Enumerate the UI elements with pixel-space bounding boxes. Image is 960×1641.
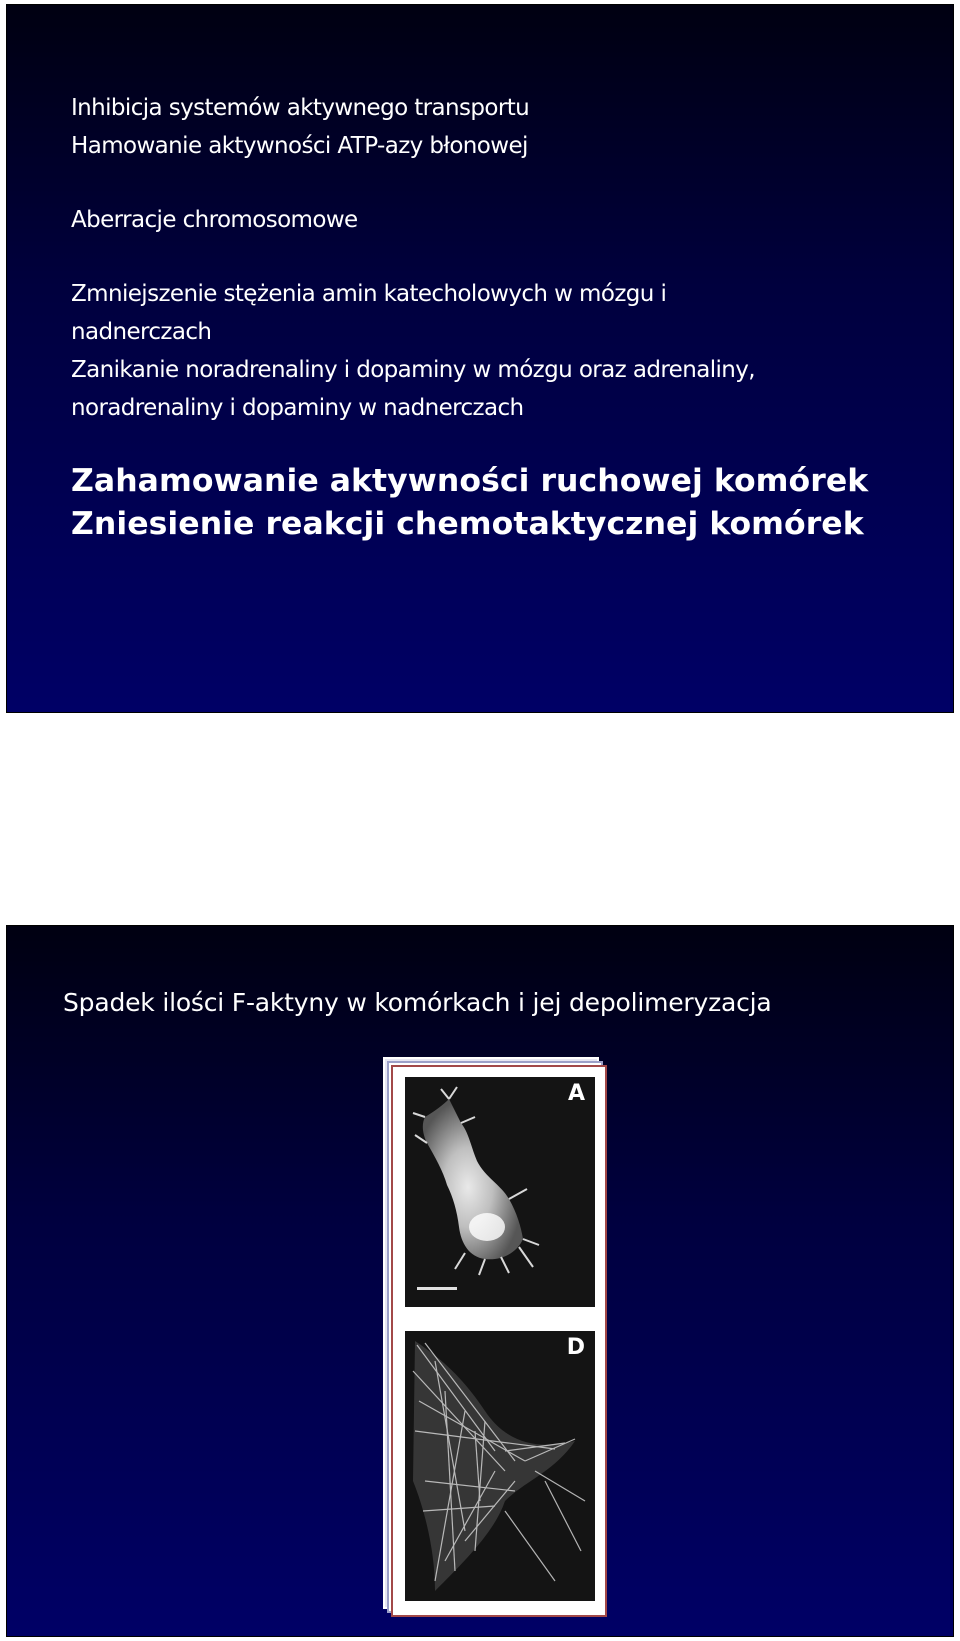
text-line: Inhibicja systemów aktywnego transportu: [71, 95, 530, 121]
cell-image-d: [405, 1331, 595, 1601]
micrograph-panel-a: [405, 1077, 595, 1307]
micrograph-panel-d: [405, 1331, 595, 1601]
text-line: Aberracje chromosomowe: [71, 207, 358, 233]
micrograph-figure: [383, 1057, 613, 1623]
panel-label-d: D: [566, 1335, 585, 1360]
text-line: Hamowanie aktywności ATP-azy błonowej: [71, 133, 528, 159]
text-line: noradrenaliny i dopaminy w nadnerczach: [71, 395, 524, 421]
text-group-transport: [71, 89, 529, 165]
text-group-catecholamines: [71, 275, 755, 427]
text-line: Zniesienie reakcji chemotaktycznej komórek: [71, 506, 864, 542]
text-line: Zahamowanie aktywności ruchowej komórek: [71, 463, 869, 499]
slide-title: Spadek ilości F-aktyny w komórkach i jej depolimeryzacja: [63, 988, 772, 1017]
text-group-cell-motility: [71, 460, 868, 546]
panel-label-a: A: [567, 1081, 585, 1106]
cell-image-a: [405, 1077, 595, 1307]
text-group-chromosome: [71, 201, 358, 239]
text-line: nadnerczach: [71, 319, 212, 345]
text-line: Zmniejszenie stężenia amin katecholowych w mózgu i: [71, 281, 667, 307]
slide-1: [6, 4, 954, 713]
slide-2: [6, 925, 954, 1637]
text-line: Zanikanie noradrenaliny i dopaminy w mózgu oraz adrenaliny,: [71, 357, 755, 383]
